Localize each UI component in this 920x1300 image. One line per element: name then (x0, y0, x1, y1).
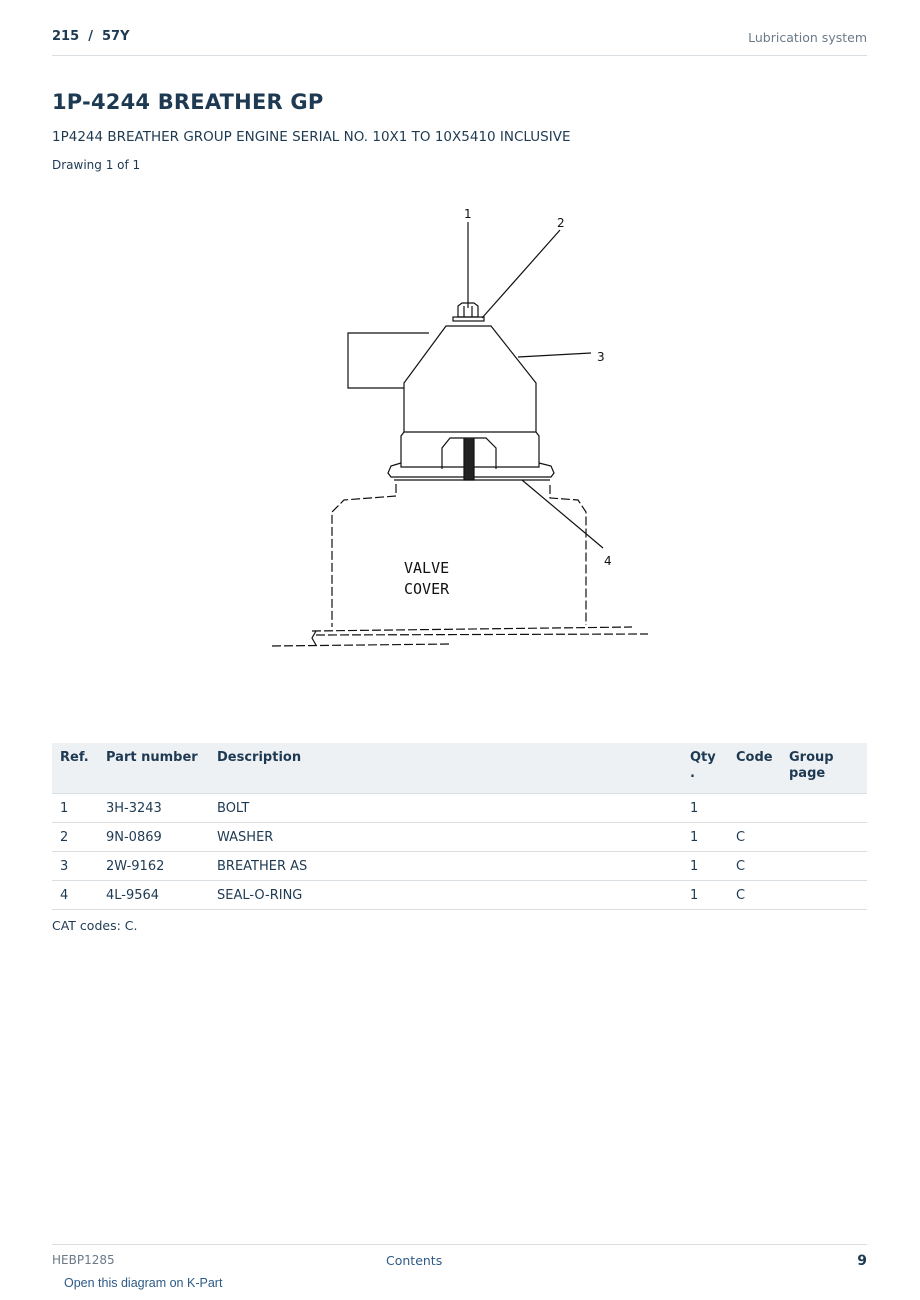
table-row (52, 852, 867, 881)
table-row (52, 823, 867, 852)
cell-ref: 4 (52, 881, 98, 910)
cell-description: WASHER (209, 823, 682, 852)
table-row (52, 794, 867, 823)
cell-qty: 1 (682, 823, 728, 852)
kpart-diagram-link[interactable]: Open this diagram on K-Part (64, 1276, 223, 1290)
leader-line-2 (482, 230, 560, 318)
col-header-ref: Ref. (52, 743, 98, 794)
page-number: 9 (857, 1253, 867, 1269)
cat-codes-note: CAT codes: C. (52, 918, 138, 933)
cell-qty: 1 (682, 881, 728, 910)
parts-table (52, 743, 867, 910)
cell-ref: 2 (52, 823, 98, 852)
table-header-row (52, 743, 867, 794)
callout-4: 4 (604, 554, 612, 568)
cell-part-number: 3H-3243 (98, 794, 209, 823)
cell-group-page (781, 852, 867, 881)
cell-qty: 1 (682, 852, 728, 881)
cell-part-number: 4L-9564 (98, 881, 209, 910)
cell-group-page (781, 794, 867, 823)
breadcrumb: 215 / 57Y (52, 29, 130, 44)
col-header-group-page: Group page (781, 743, 867, 794)
breather-tube (348, 333, 429, 388)
cell-code: C (728, 823, 781, 852)
cell-part-number: 9N-0869 (98, 823, 209, 852)
section-name: Lubrication system (748, 30, 867, 45)
cell-description: BOLT (209, 794, 682, 823)
col-header-description: Description (209, 743, 682, 794)
breather-dome (404, 326, 536, 432)
callout-3: 3 (597, 350, 605, 364)
cell-part-number: 2W-9162 (98, 852, 209, 881)
page-subtitle: 1P4244 BREATHER GROUP ENGINE SERIAL NO. 10X1 TO 10X5410 INCLUSIVE (52, 129, 571, 145)
cell-qty: 1 (682, 794, 728, 823)
cell-code (728, 794, 781, 823)
cell-group-page (781, 881, 867, 910)
drawing-label: Drawing 1 of 1 (52, 158, 141, 172)
leader-line-4 (522, 480, 603, 548)
callout-2: 2 (557, 216, 565, 230)
table-row (52, 881, 867, 910)
cell-description: BREATHER AS (209, 852, 682, 881)
cell-ref: 3 (52, 852, 98, 881)
valve-cover-label-line1: VALVE (404, 559, 450, 577)
leader-line-3 (518, 353, 591, 357)
col-header-code: Code (728, 743, 781, 794)
col-header-qty: Qty . (682, 743, 728, 794)
cell-description: SEAL-O-RING (209, 881, 682, 910)
cell-code: C (728, 881, 781, 910)
document-id: HEBP1285 (52, 1253, 115, 1267)
col-header-part-number: Part number (98, 743, 209, 794)
page-footer (52, 1244, 867, 1274)
page-title: 1P-4244 BREATHER GP (52, 90, 324, 114)
valve-cover-outline (332, 484, 396, 627)
cell-ref: 1 (52, 794, 98, 823)
cell-code: C (728, 852, 781, 881)
page-header (52, 28, 867, 56)
cell-group-page (781, 823, 867, 852)
callout-1: 1 (464, 207, 472, 221)
valve-cover-label-line2: COVER (404, 580, 450, 598)
breather-diagram (260, 200, 660, 700)
contents-link[interactable]: Contents (386, 1253, 443, 1268)
